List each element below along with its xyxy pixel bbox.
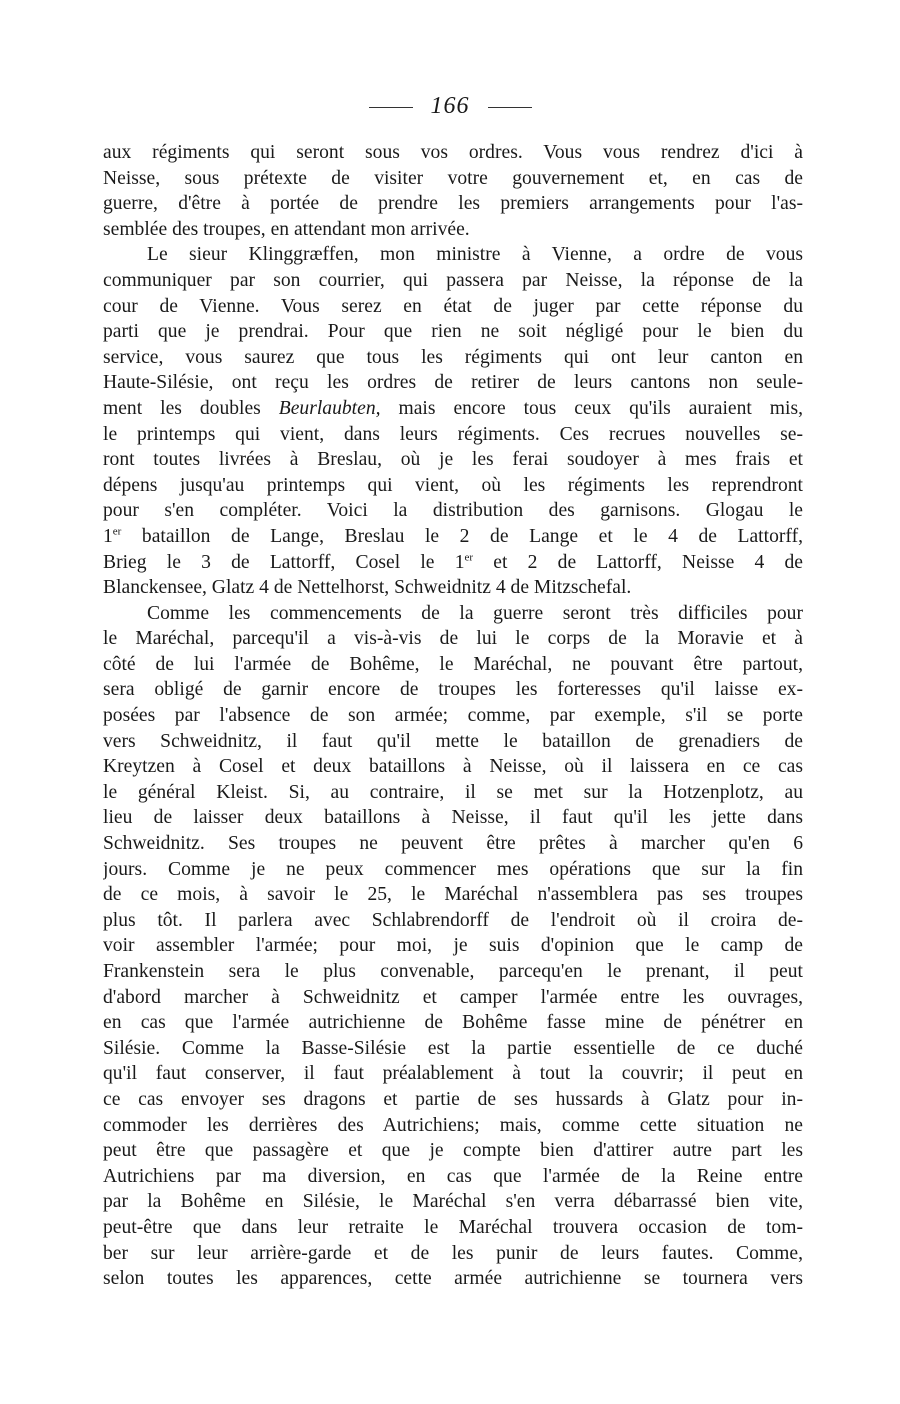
text-line: par la Bohême en Silésie, le Maréchal s'en verra débarrassé bien vite, (103, 1191, 803, 1213)
line-segment: Brieg le 3 de Lattorff, Cosel le 1 (103, 551, 465, 573)
text-line: sera obligé de garnir encore de troupes les forteresses qu'il laisse ex- (103, 679, 803, 701)
text-line: ront toutes livrées à Breslau, où je les ferai soudoyer à mes frais et (103, 449, 803, 471)
page-header (0, 92, 900, 120)
text-line: peut-être que dans leur retraite le Maréchal trouvera occasion de tom- (103, 1216, 803, 1238)
text-line (103, 524, 803, 550)
line-segment: 1 (103, 525, 113, 547)
text-line: de ce mois, à savoir le 25, le Maréchal n'assemblera pas ses troupes (103, 884, 803, 906)
text-line: Blanckensee, Glatz 4 de Nettelhorst, Schweidnitz 4 de Mitzschefal. (103, 577, 632, 599)
text-line: pour s'en compléter. Voici la distribution des garnisons. Glogau le (103, 500, 803, 522)
text-line: semblée des troupes, en attendant mon arrivée. (103, 218, 470, 240)
text-line: le printemps qui vient, dans leurs régiments. Ces recrues nouvelles se- (103, 423, 803, 445)
header-rule-left (369, 107, 413, 108)
text-line: dépens jusqu'au printemps qui vient, où les régiments les reprendront (103, 474, 803, 496)
text-line: guerre, d'être à portée de prendre les premiers arrangements pour l'as- (103, 193, 803, 215)
text-line: qu'il faut conserver, il faut préalablement à tout la couvrir; il peut en (103, 1063, 803, 1085)
page-number: 166 (430, 93, 470, 119)
text-line: selon toutes les apparences, cette armée autrichienne se tournera vers (103, 1268, 803, 1290)
line-segment: ment les doubles (103, 397, 279, 419)
ordinal-superscript: er (112, 525, 122, 538)
body-text (103, 140, 803, 1292)
text-line: jours. Comme je ne peux commencer mes opérations que sur la fin (103, 858, 803, 880)
text-line: service, vous saurez que tous les régiments qui ont leur canton en (103, 346, 803, 368)
text-line: parti que je prendrai. Pour que rien ne soit négligé pour le bien du (103, 321, 803, 343)
text-line: peut être que passagère et que je compte bien d'attirer autre part les (103, 1140, 803, 1162)
text-line: le Maréchal, parcequ'il a vis-à-vis de lui le corps de la Moravie et à (103, 628, 803, 650)
text-line: voir assembler l'armée; pour moi, je suis d'opinion que le camp de (103, 935, 803, 957)
text-line: Haute-Silésie, ont reçu les ordres de retirer de leurs cantons non seule- (103, 372, 803, 394)
text-line: communiquer par son courrier, qui passera par Neisse, la réponse de la (103, 269, 803, 291)
header-rule-right (488, 107, 532, 108)
text-line: Silésie. Comme la Basse-Silésie est la partie essentielle de ce duché (103, 1037, 803, 1059)
text-line (103, 396, 803, 422)
text-line: le général Kleist. Si, au contraire, il se met sur la Hotzenplotz, au (103, 781, 803, 803)
text-line: vers Schweidnitz, il faut qu'il mette le bataillon de grenadiers de (103, 730, 803, 752)
text-line: cour de Vienne. Vous serez en état de juger par cette réponse du (103, 295, 803, 317)
text-line: aux régiments qui seront sous vos ordres. Vous vous rendrez d'ici à (103, 142, 803, 163)
italic-term: Beurlaubten, (278, 397, 381, 419)
text-line: lieu de laisser deux bataillons à Neisse, il faut qu'il les jette dans (103, 807, 803, 829)
text-line: Autrichiens par ma diversion, en cas que l'armée de la Reine entre (103, 1165, 803, 1187)
text-line: posées par l'absence de son armée; comme, par exemple, s'il se porte (103, 705, 803, 727)
text-line: Neisse, sous prétexte de visiter votre gouvernement et, en cas de (103, 167, 803, 189)
ordinal-superscript: er (464, 550, 474, 563)
line-segment: bataillon de Lange, Breslau le 2 de Lange et le 4 de Lattorff, (121, 525, 803, 547)
text-line: Frankenstein sera le plus convenable, parcequ'en le prenant, il peut (103, 961, 803, 982)
text-line: Le sieur Klinggræffen, mon ministre à Vienne, a ordre de vous (147, 244, 803, 266)
text-line: plus tôt. Il parlera avec Schlabrendorff de l'endroit où il croira de- (103, 909, 803, 931)
text-line: ber sur leur arrière-garde et de les punir de leurs fautes. Comme, (103, 1242, 803, 1264)
text-line: commoder les derrières des Autrichiens; mais, comme cette situation ne (103, 1114, 803, 1136)
text-line: Schweidnitz. Ses troupes ne peuvent être prêtes à marcher qu'en 6 (103, 833, 803, 855)
text-line: Comme les commencements de la guerre seront très difficiles pour (147, 602, 803, 624)
text-line (103, 550, 803, 576)
line-segment: et 2 de Lattorff, Neisse 4 de (473, 551, 803, 573)
text-line: en cas que l'armée autrichienne de Bohême fasse mine de pénétrer en (103, 1012, 803, 1034)
text-line: côté de lui l'armée de Bohême, le Maréchal, ne pouvant être partout, (103, 653, 803, 675)
text-line: ce cas envoyer ses dragons et partie de ses hussards à Glatz pour in- (103, 1088, 803, 1110)
text-line: Kreytzen à Cosel et deux bataillons à Neisse, où il laissera en ce cas (103, 756, 803, 778)
line-segment: mais encore tous ceux qu'ils auraient mis, (380, 397, 803, 419)
text-line: d'abord marcher à Schweidnitz et camper l'armée entre les ouvrages, (103, 986, 803, 1008)
